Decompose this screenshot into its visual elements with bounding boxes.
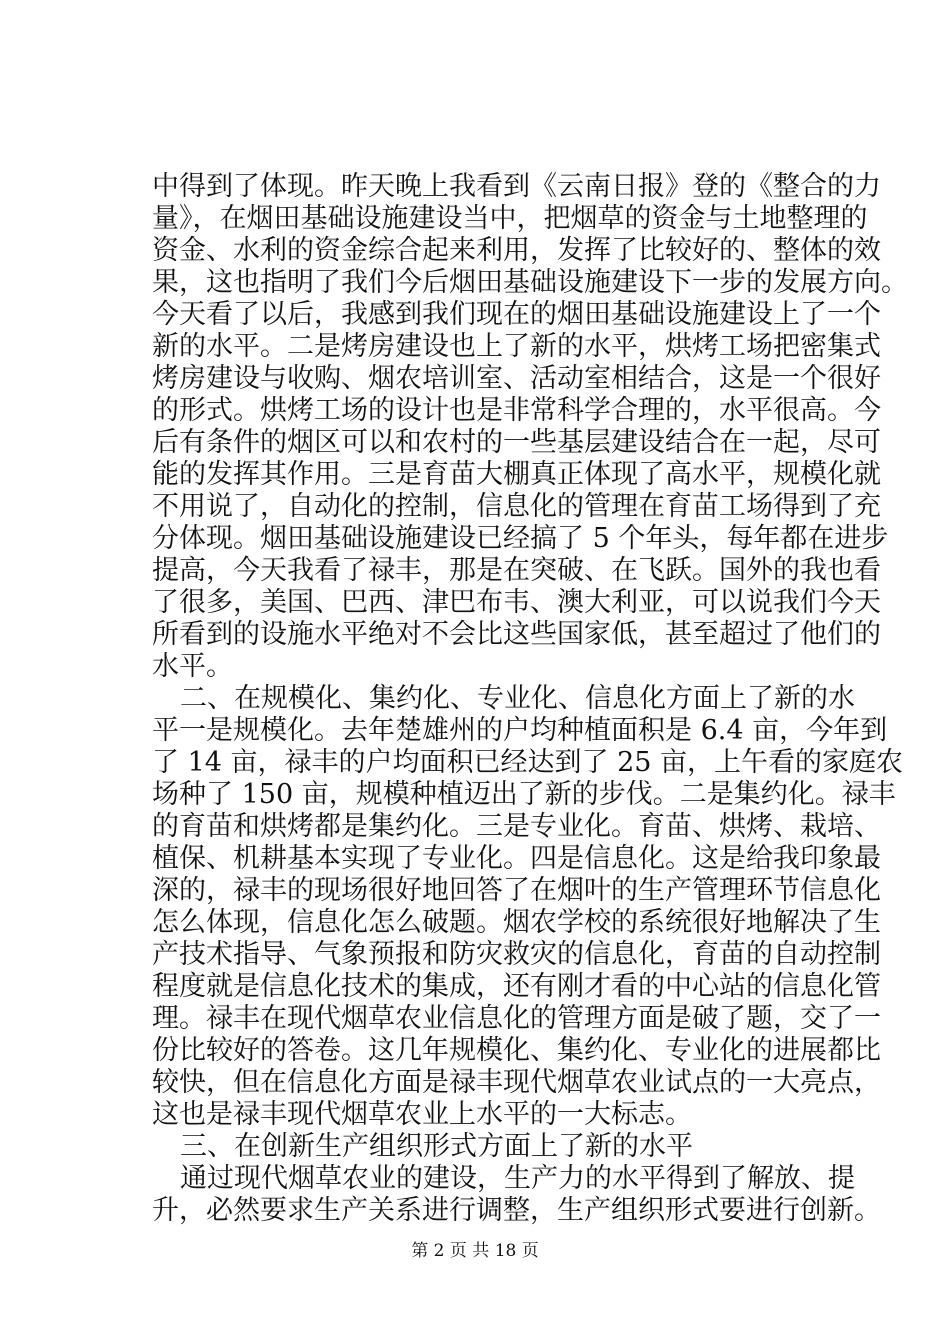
paragraph-line: 升，必然要求生产关系进行调整，生产组织形式要进行创新。 (152, 1195, 881, 1226)
paragraph-line: 量》，在烟田基础设施建设当中，把烟草的资金与土地整理的 (152, 203, 868, 234)
paragraph-line: 产技术指导、气象预报和防灾救灾的信息化，育苗的自动控制 (152, 939, 881, 970)
paragraph-line: 后有条件的烟区可以和农村的一些基层建设结合在一起，尽可 (152, 427, 881, 458)
paragraph-line: 资金、水利的资金综合起来利用，发挥了比较好的、整体的效 (152, 235, 881, 266)
paragraph-line: 这也是禄丰现代烟草农业上水平的一大标志。 (152, 1099, 692, 1130)
paragraph-line: 分体现。烟田基础设施建设已经搞了 5 个年头，每年都在进步 (152, 523, 889, 554)
paragraph-line: 深的，禄丰的现场很好地回答了在烟叶的生产管理环节信息化 (152, 875, 881, 906)
paragraph-line: 场种了 150 亩，规模种植迈出了新的步伐。二是集约化。禄丰 (152, 779, 896, 810)
paragraph-line: 怎么体现，信息化怎么破题。烟农学校的系统很好地解决了生 (152, 907, 881, 938)
paragraph-line: 中得到了体现。昨天晚上我看到《云南日报》登的《整合的力 (152, 171, 881, 202)
section-heading-2: 二、在规模化、集约化、专业化、信息化方面上了新的水 (180, 683, 855, 714)
paragraph-line: 的形式。烘烤工场的设计也是非常科学合理的，水平很高。今 (152, 395, 881, 426)
paragraph-line: 提高，今天我看了禄丰，那是在突破、在飞跃。国外的我也看 (152, 555, 881, 586)
paragraph-line: 能的发挥其作用。三是育苗大棚真正体现了高水平，规模化就 (152, 459, 881, 490)
page-footer: 第 2 页 共 18 页 (411, 1241, 539, 1261)
paragraph-line: 烤房建设与收购、烟农培训室、活动室相结合，这是一个很好 (152, 363, 881, 394)
paragraph-line: 果，这也指明了我们今后烟田基础设施建设下一步的发展方向。 (152, 267, 908, 298)
paragraph-line: 水平。 (152, 651, 233, 682)
paragraph-line: 程度就是信息化技术的集成，还有刚才看的中心站的信息化管 (152, 971, 881, 1002)
section-heading-3: 三、在创新生产组织形式方面上了新的水平 (180, 1131, 693, 1162)
paragraph-line: 所看到的设施水平绝对不会比这些国家低，甚至超过了他们的 (152, 619, 881, 650)
paragraph-line: 新的水平。二是烤房建设也上了新的水平，烘烤工场把密集式 (152, 331, 881, 362)
paragraph-line: 份比较好的答卷。这几年规模化、集约化、专业化的进展都比 (152, 1035, 881, 1066)
paragraph-line: 平一是规模化。去年楚雄州的户均种植面积是 6.4 亩，今年到 (152, 715, 888, 746)
paragraph-line: 今天看了以后，我感到我们现在的烟田基础设施建设上了一个 (152, 299, 881, 330)
paragraph-line: 植保、机耕基本实现了专业化。四是信息化。这是给我印象最 (152, 843, 881, 874)
paragraph-line: 了 14 亩，禄丰的户均面积已经达到了 25 亩，上午看的家庭农 (152, 747, 904, 778)
paragraph-line: 了很多，美国、巴西、津巴布韦、澳大利亚，可以说我们今天 (152, 587, 881, 618)
paragraph-line: 不用说了，自动化的控制，信息化的管理在育苗工场得到了充 (152, 491, 881, 522)
paragraph-line: 的育苗和烘烤都是集约化。三是专业化。育苗、烘烤、栽培、 (152, 811, 881, 842)
paragraph-line: 较快，但在信息化方面是禄丰现代烟草农业试点的一大亮点， (152, 1067, 881, 1098)
paragraph-line: 通过现代烟草农业的建设，生产力的水平得到了解放、提 (180, 1163, 855, 1194)
paragraph-line: 理。禄丰在现代烟草农业信息化的管理方面是破了题，交了一 (152, 1003, 881, 1034)
